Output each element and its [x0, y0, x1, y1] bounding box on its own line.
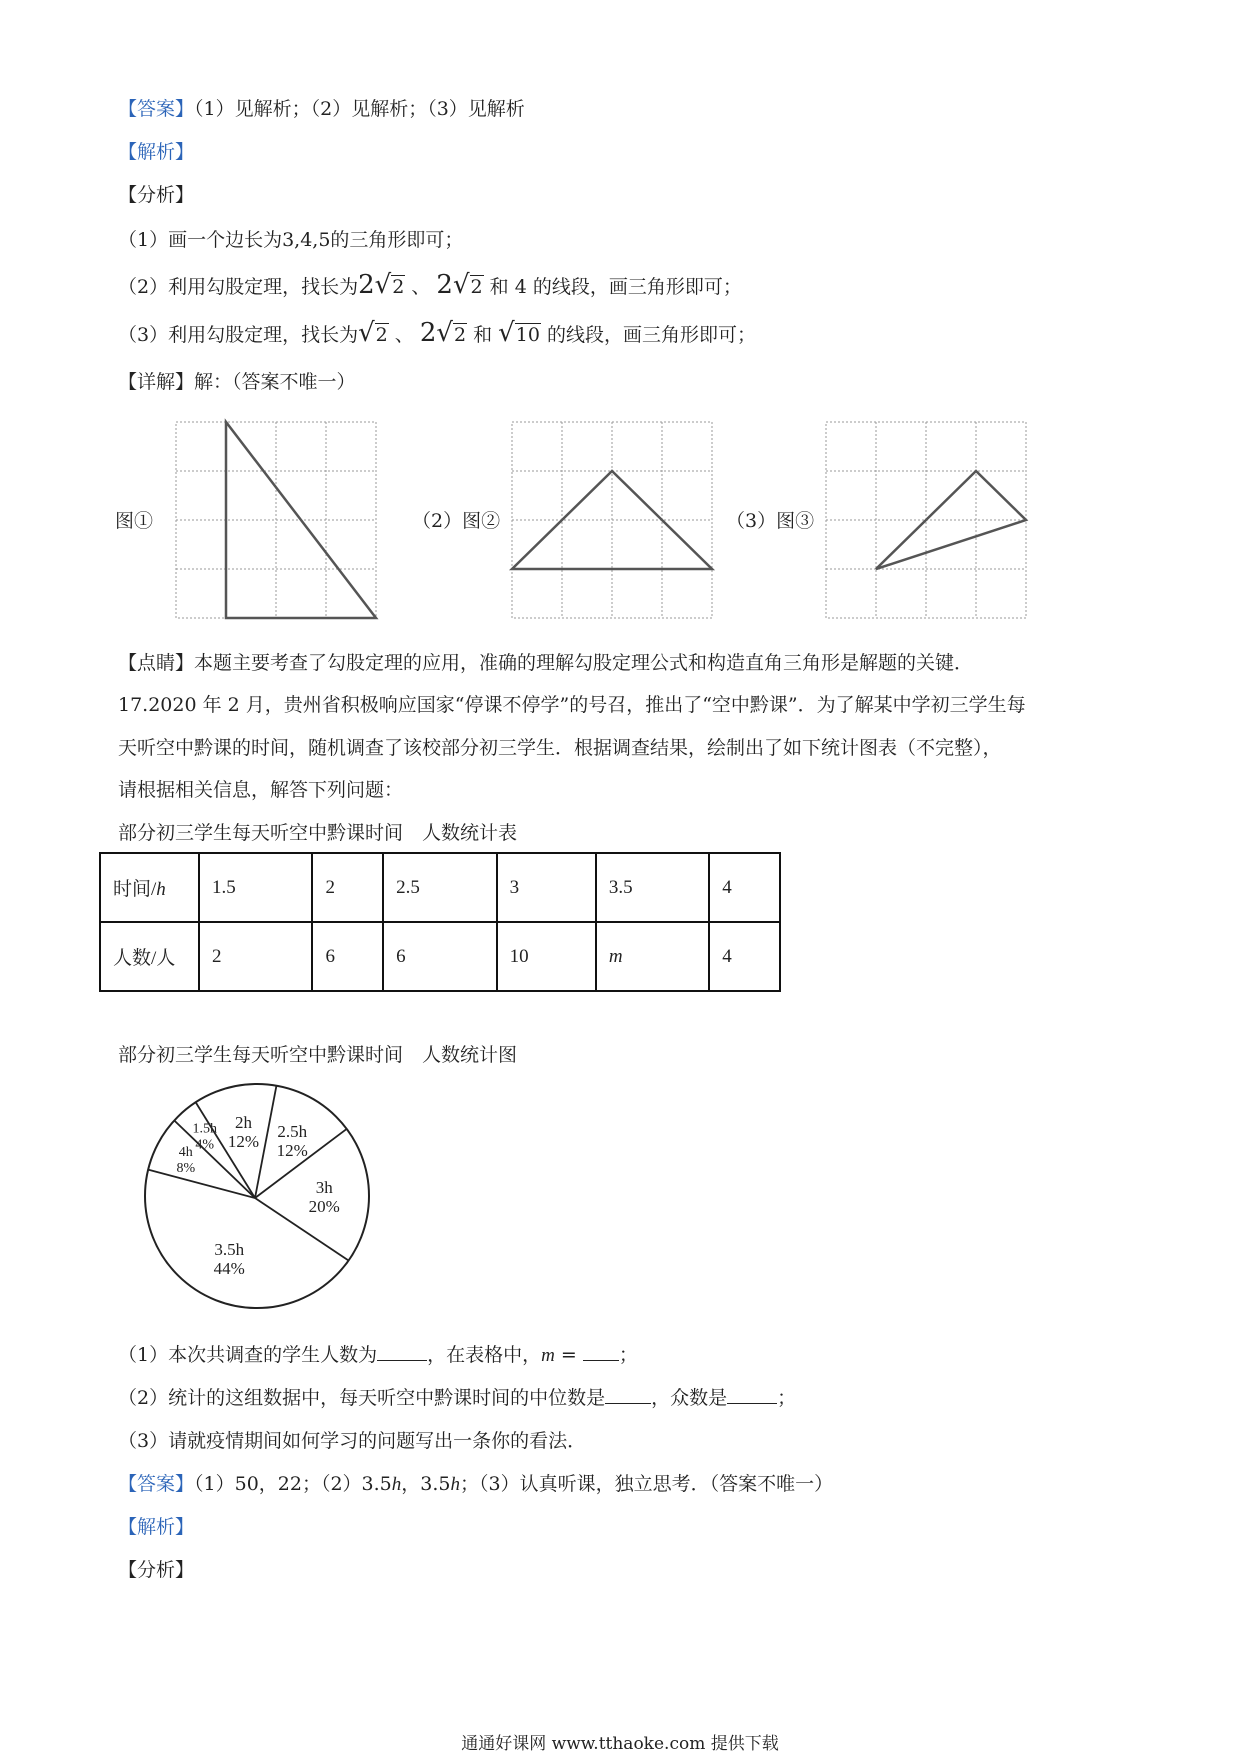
- q17-line-2: 天听空中黔课的时间，随机调查了该校部分初三学生．根据调查结果，绘制出了如下统计图表（不完整），: [118, 737, 1002, 759]
- time-label: 时间/: [113, 879, 157, 900]
- radicand-3a: 2: [375, 324, 388, 346]
- step-3: [118, 320, 756, 348]
- answer-17-unit-1: h: [391, 1474, 402, 1495]
- pie-slice-label: [176, 1145, 195, 1176]
- table-cell: 10: [497, 922, 596, 991]
- table-cell: 4: [709, 853, 780, 922]
- table-header-count: 人数/人: [100, 922, 199, 991]
- radicand-2a: 2: [392, 276, 405, 298]
- table-cell: 1.5: [199, 853, 312, 922]
- radicand-3c: 10: [515, 324, 540, 346]
- step-3-and: 和: [467, 324, 499, 346]
- answer-17-unit-2: h: [450, 1474, 460, 1495]
- fig3-label: （3）图③: [726, 510, 815, 532]
- sub2-text-b: ，众数是: [651, 1387, 728, 1409]
- sqrt-3a: √2: [358, 318, 388, 348]
- pie-slice-percent: 12%: [276, 1140, 308, 1160]
- fig1-label: 图①: [115, 510, 154, 532]
- pie-slice-label: [192, 1122, 217, 1153]
- answer-17-c: ，3.5: [401, 1473, 451, 1495]
- answer-line: [118, 96, 525, 122]
- chart-title: 部分初三学生每天听空中黔课时间 人数统计图: [118, 1044, 518, 1066]
- sub1-end: ；: [618, 1344, 638, 1366]
- pie-slice-percent: 12%: [227, 1132, 260, 1152]
- grid-figure-3: [822, 418, 1032, 624]
- sub-question-3: （3）请就疫情期间如何学习的问题写出一条你的看法．: [118, 1430, 587, 1452]
- comment-line: 【点睛】本题主要考查了勾股定理的应用，准确的理解勾股定理公式和构造直角三角形是解题的关键．: [118, 652, 974, 674]
- answer-tag: 【答案】: [118, 98, 195, 120]
- q17-line-3: 请根据相关信息，解答下列问题：: [118, 779, 404, 801]
- sub1-text-b: ，在表格中，: [427, 1344, 542, 1366]
- table-header-time: [100, 853, 199, 922]
- step-3-sep: 、: [388, 324, 420, 346]
- grid-figure-2: [508, 418, 718, 624]
- table-cell: 2: [199, 922, 312, 991]
- answer-17: [118, 1471, 833, 1498]
- pie-chart: [140, 1078, 380, 1318]
- hour-unit: h: [156, 879, 166, 900]
- pie-slice-percent: 20%: [308, 1197, 340, 1217]
- sub1-text-a: （1）本次共调查的学生人数为: [118, 1344, 378, 1366]
- pie-slice-name: 2.5h: [277, 1121, 308, 1141]
- pie-slice-percent: 4%: [195, 1137, 215, 1153]
- step-2-text-g: 和 4 的线段，画三角形即可；: [483, 276, 742, 298]
- table-cell: m: [596, 922, 709, 991]
- answer-17-a: （1）50，22；（2）3.5: [194, 1473, 392, 1495]
- grid-figure-1: [172, 418, 382, 624]
- q17-line-1: 17.2020 年 2 月，贵州省积极响应国家“停课不停学”的号召，推出了“空中黔课”．为了解某中学初三学生每: [118, 694, 1026, 716]
- fenxi-heading: 【分析】: [118, 184, 195, 206]
- table-cell: 3: [497, 853, 596, 922]
- sub2-end: ；: [777, 1387, 797, 1409]
- stats-table: [99, 852, 781, 992]
- pie-slice-percent: 8%: [176, 1161, 196, 1177]
- sub-question-2: [118, 1385, 796, 1411]
- answer-17-e: ；（3）认真听课，独立思考．（答案不唯一）: [459, 1473, 834, 1495]
- fenxi-17: 【分析】: [118, 1559, 195, 1581]
- step-2: [118, 272, 742, 300]
- analysis-17: [118, 1514, 194, 1540]
- var-m: m: [541, 1345, 555, 1366]
- blank-mode: [727, 1385, 777, 1404]
- step-2-text-a: （2）利用勾股定理，找长为: [118, 276, 359, 298]
- sqrt-3b: √2: [436, 318, 467, 348]
- analysis-17-tag: 【解析】: [118, 1516, 195, 1538]
- coef-3: 2: [419, 318, 437, 348]
- coef-1: 2: [358, 270, 375, 300]
- table-cell: 4: [709, 922, 780, 991]
- fig2-label: （2）图②: [412, 510, 501, 532]
- table-row-count: [100, 922, 780, 991]
- pie-slice-label: [277, 1122, 308, 1160]
- sqrt-2b: √2: [452, 270, 483, 300]
- step-3-text-h: 的线段，画三角形即可；: [540, 324, 756, 346]
- coef-2: 2: [436, 270, 453, 300]
- answer-17-tag: 【答案】: [118, 1473, 195, 1495]
- sub2-text-a: （2）统计的这组数据中，每天听空中黔课时间的中位数是: [118, 1387, 606, 1409]
- pie-slice-name: 3.5h: [214, 1240, 245, 1260]
- detail-line: 【详解】解：（答案不唯一）: [118, 371, 356, 393]
- pie-slice-percent: 44%: [213, 1259, 245, 1279]
- sqrt-2a: √2: [374, 270, 405, 300]
- answer-text: （1）见解析；（2）见解析；（3）见解析: [194, 98, 525, 120]
- table-cell: 6: [383, 922, 496, 991]
- step-1: （1）画一个边长为3,4,5的三角形即可；: [118, 229, 464, 251]
- table-cell: 3.5: [596, 853, 709, 922]
- table-title: 部分初三学生每天听空中黔课时间 人数统计表: [118, 822, 518, 844]
- table-row-time: [100, 853, 780, 922]
- blank-m: [583, 1342, 619, 1361]
- radicand-2b: 2: [470, 276, 483, 298]
- pie-slice-name: 1.5h: [192, 1121, 217, 1137]
- pie-slice-name: 2h: [234, 1113, 252, 1133]
- sub1-equals: =: [554, 1344, 583, 1366]
- blank-median: [605, 1385, 651, 1404]
- table-cell: 2.5: [383, 853, 496, 922]
- page-footer: 通通好课网 www.tthaoke.com 提供下载: [461, 1734, 779, 1754]
- step-2-sep: 、: [405, 276, 437, 298]
- table-cell: 2: [312, 853, 383, 922]
- sqrt-3c: √10: [498, 318, 540, 348]
- sub-question-1: [118, 1342, 638, 1369]
- analysis-tag: [118, 139, 194, 165]
- pie-slice-label: [214, 1240, 245, 1278]
- pie-slice-name: 4h: [178, 1145, 193, 1161]
- blank-total: [377, 1342, 427, 1361]
- step-3-text-a: （3）利用勾股定理，找长为: [118, 324, 359, 346]
- table-cell: 6: [312, 922, 383, 991]
- radicand-3b: 2: [453, 324, 467, 346]
- pie-slice-name: 3h: [315, 1178, 333, 1198]
- analysis-label: 【解析】: [118, 141, 195, 163]
